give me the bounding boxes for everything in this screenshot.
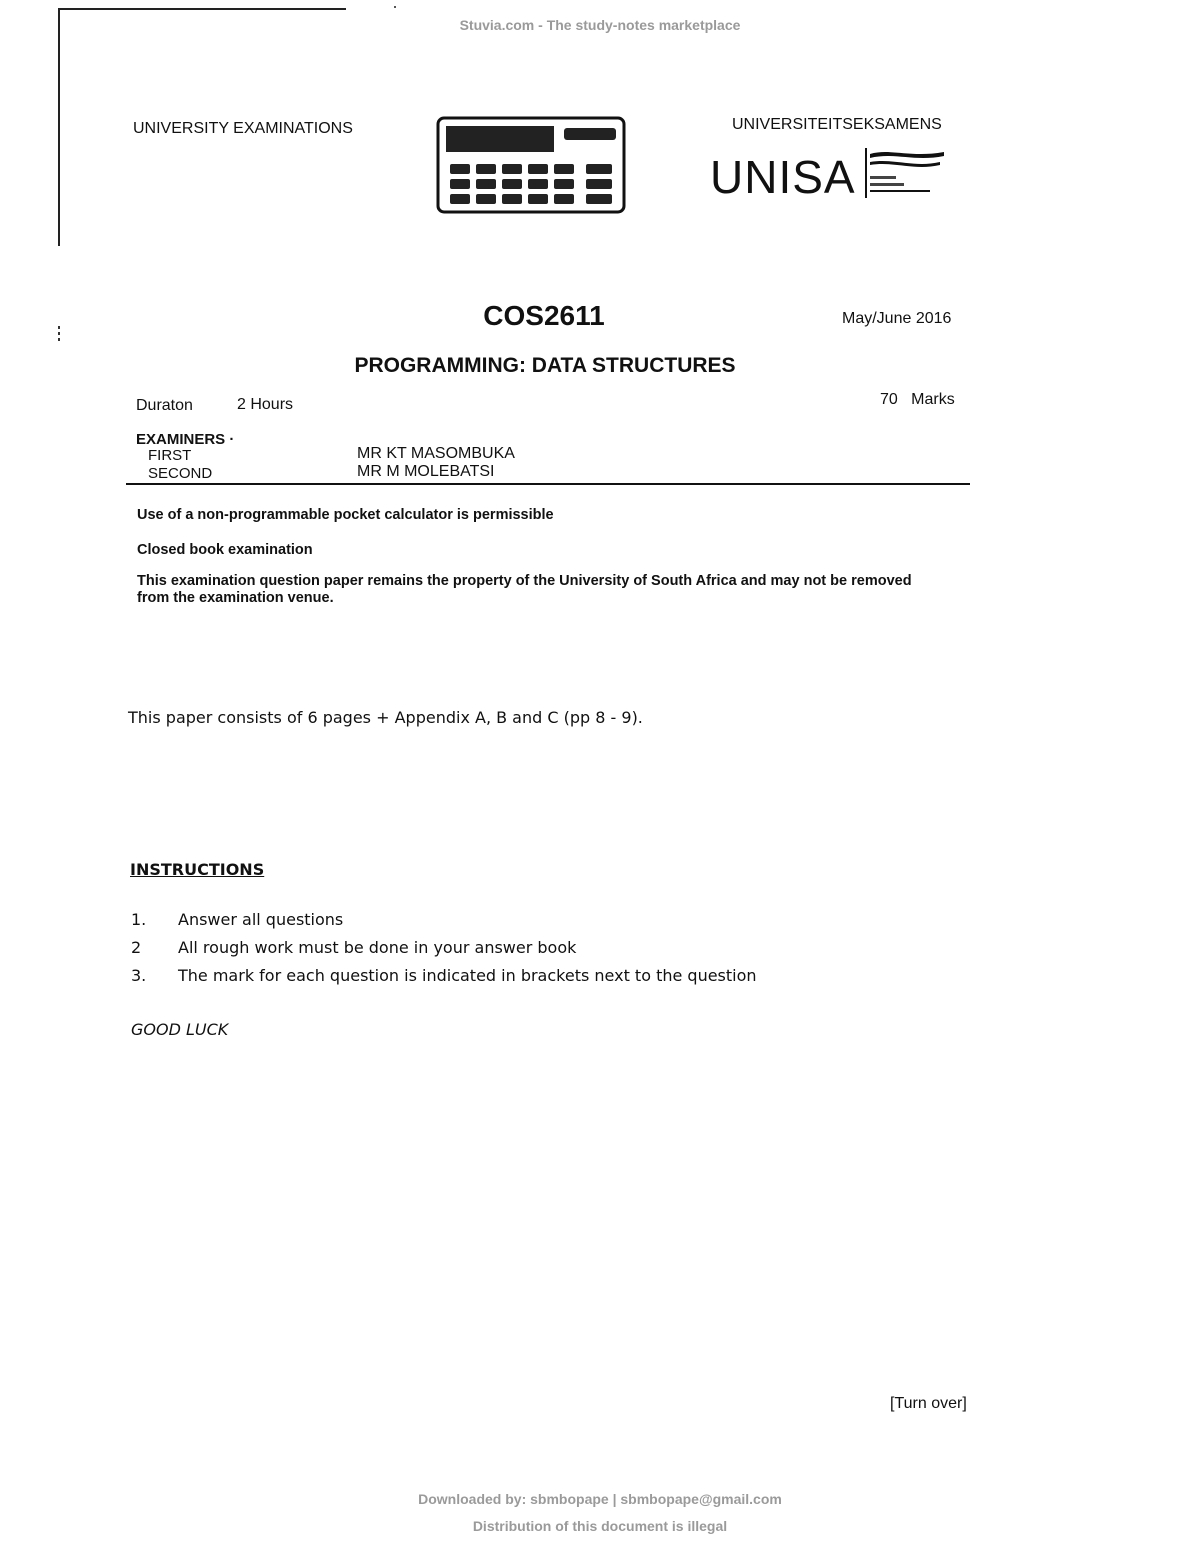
scan-dot xyxy=(394,6,396,8)
instruction-number: 2 xyxy=(131,938,142,957)
instruction-text: The mark for each question is indicated in brackets next to the question xyxy=(178,966,757,985)
examiners-label: EXAMINERS · xyxy=(136,431,235,448)
second-examiner-name: MR M MOLEBATSI xyxy=(357,463,495,480)
course-code: COS2611 xyxy=(483,300,605,331)
calculator-note: Use of a non-programmable pocket calculator is permissible xyxy=(137,507,554,523)
first-examiner-label: FIRST xyxy=(148,447,192,464)
first-examiner-name: MR KT MASOMBUKA xyxy=(357,445,515,462)
footer-distribution-notice: Distribution of this document is illegal xyxy=(472,1518,728,1534)
unisa-logo-wordmark: UNISA xyxy=(710,151,856,203)
watermark-top: Stuvia.com - The study-notes marketplace xyxy=(459,17,741,33)
calculator-icon xyxy=(436,116,626,214)
turn-over: [Turn over] xyxy=(890,1395,967,1412)
instruction-text: Answer all questions xyxy=(178,910,344,929)
second-examiner-label: SECOND xyxy=(148,465,213,482)
instruction-number: 1. xyxy=(131,910,147,929)
instruction-number: 3. xyxy=(131,966,147,985)
header-university-examinations: UNIVERSITY EXAMINATIONS xyxy=(133,120,353,137)
instruction-text: All rough work must be done in your answer book xyxy=(178,938,577,957)
header-universiteitseksamens: UNIVERSITEITSEKSAMENS xyxy=(732,116,942,133)
paper-consists-note: This paper consists of 6 pages + Appendix A, B and C (pp 8 - 9). xyxy=(128,708,643,727)
closed-book-note: Closed book examination xyxy=(137,542,313,558)
property-note: This examination question paper remains the property of the University of South Africa and may not be removed from the examination venue. xyxy=(137,573,912,606)
total-marks: 70 Marks xyxy=(880,391,955,408)
exam-date: May/June 2016 xyxy=(842,310,952,327)
divider-rule xyxy=(126,483,970,485)
instructions-heading: INSTRUCTIONS xyxy=(130,860,265,879)
scan-border-top xyxy=(58,8,346,10)
subject-title: PROGRAMMING: DATA STRUCTURES xyxy=(354,354,736,377)
duration-label: Duraton xyxy=(136,397,193,414)
good-luck: GOOD LUCK xyxy=(131,1020,229,1039)
duration-value: 2 Hours xyxy=(237,396,294,413)
scan-border-left xyxy=(58,8,60,246)
unisa-logo-flag-icon xyxy=(864,146,946,200)
footer-downloaded-by: Downloaded by: sbmbopape | sbmbopape@gmail.com xyxy=(418,1491,782,1507)
